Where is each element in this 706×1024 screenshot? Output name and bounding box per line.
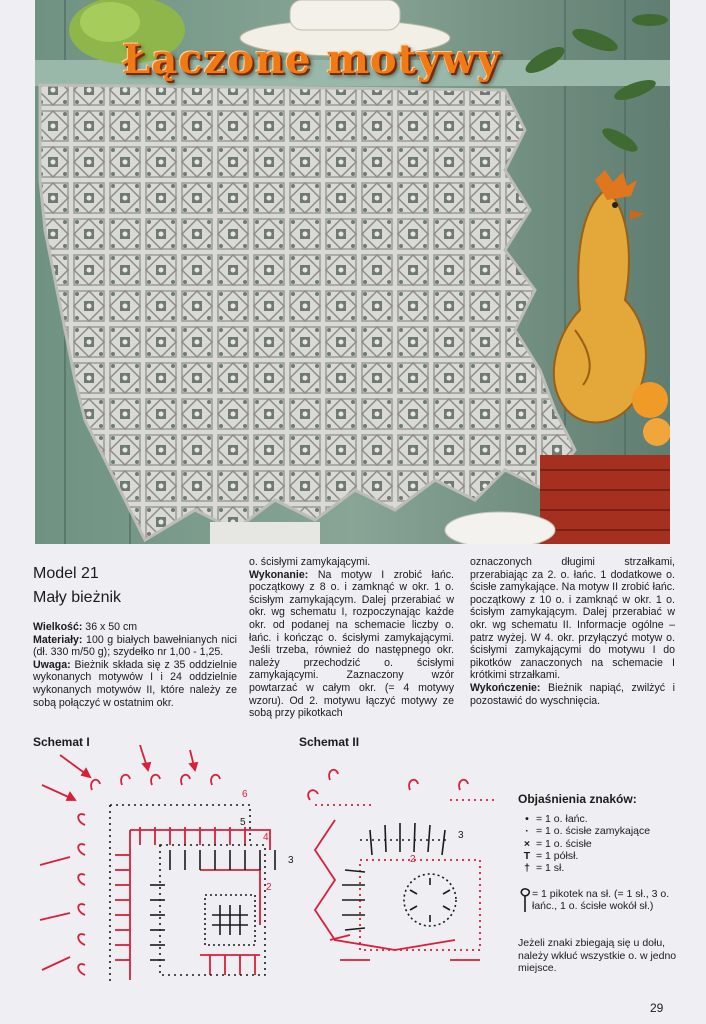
legend-item-picot: = 1 pikotek na sł. (= 1 sł., 3 o. łańc., 1 o. ścisłe wokół sł.): [518, 888, 688, 915]
model-title: Model 21: [33, 565, 99, 582]
symbol-legend: [518, 793, 688, 974]
svg-text:3: 3: [288, 855, 294, 866]
half-double-icon: T: [523, 849, 531, 862]
schemat-1-label: Schemat I: [33, 735, 90, 749]
legend-item: † = 1 sł.: [518, 862, 688, 874]
slip-stitch-icon: ·: [525, 825, 529, 838]
single-crochet-icon: ×: [523, 837, 531, 850]
legend-note: Jeżeli znaki zbiegają się u dołu, należy wkłuć wszystkie o. w jedno miejsce.: [518, 937, 677, 974]
materials-spec: Materiały: 100 g białych bawełnianych nici (dł. 330 m/50 g); szydełko nr 1,00 - 1,25.: [33, 633, 237, 659]
svg-text:6: 6: [242, 789, 248, 800]
size-spec: Wielkość: 36 x 50 cm: [33, 621, 138, 633]
legend-item: × = 1 o. ścisłe: [518, 838, 688, 850]
note-spec: Uwaga: Bieżnik składa się z 35 oddzielnie wykonanych motywów I i 24 oddzielnie wykonanych motywów II, które należy ze sobą połączyć w ostatnim okr.: [33, 658, 237, 709]
svg-text:4: 4: [263, 832, 269, 843]
schemat-1-chart: [30, 745, 300, 1010]
model-subtitle: Mały bieżnik: [33, 589, 122, 606]
legend-item: • = 1 o. łańc.: [518, 813, 688, 825]
page-title: Łączone motywy: [122, 36, 501, 83]
text-column-2: [249, 556, 454, 720]
finishing-text: Wykończenie: Bieżnik napiąć, zwilżyć i pozostawić do wyschnięcia.: [470, 681, 675, 707]
legend-title: Objaśnienia znaków:: [518, 792, 637, 806]
svg-text:2: 2: [266, 882, 272, 893]
text-column-1: [33, 555, 237, 709]
execution-text: Wykonanie: Na motyw I zrobić łańc. początkowy z 8 o. i zamknąć w okr. 1 o. ścisłym zamykającym. Dalej przerabiać w okr. wg schematu I, rozpoczynając każde okr. od podanej na schemacie liczby o. łańc. i kończąc o. ścisłymi zamykającymi. Jeśli trzeba, również do następnego okr. należy przechodzić o. ścisłymi zamykającymi. Zaznaczony wzór powtarzać w całym okr. (= 4 motywy wzoru). Od 2. motywu łączyć motywy ze sobą przy pikotkach: [249, 568, 454, 720]
legend-item: · = 1 o. ścisłe zamykające: [518, 825, 688, 837]
page-number: 29: [650, 1001, 664, 1015]
col3-text: oznaczonych długimi strzałkami, przerabiając za 2. o. łańc. 1 dodatkowe o. ścisłe zamykające. Na motyw II zrobić łańc. początkowy z 10 o. i zamknąć w okr. 1 o. ścisłym zamykającym. Dalej przerabiać w okr. wg schematu II. Informacje ogólne – patrz wyżej. W 4. okr. przyłączyć motyw o. ścisłymi zamykającymi do motywu I do pikotków zanaczonych na schemacie I krótkimi strzałkami.: [470, 556, 675, 682]
double-crochet-icon: †: [524, 862, 530, 875]
svg-text:2: 2: [410, 854, 416, 865]
schemat-2-chart: [300, 760, 510, 980]
svg-text:5: 5: [240, 817, 246, 828]
picot-icon: [518, 888, 532, 915]
svg-text:3: 3: [458, 830, 464, 841]
chain-stitch-icon: •: [525, 813, 529, 826]
schemat-2-label: Schemat II: [299, 735, 360, 749]
text-column-3: [470, 556, 675, 707]
legend-item: T = 1 półsł.: [518, 850, 688, 862]
col2-lead: o. ścisłymi zamykającymi.: [249, 556, 371, 568]
